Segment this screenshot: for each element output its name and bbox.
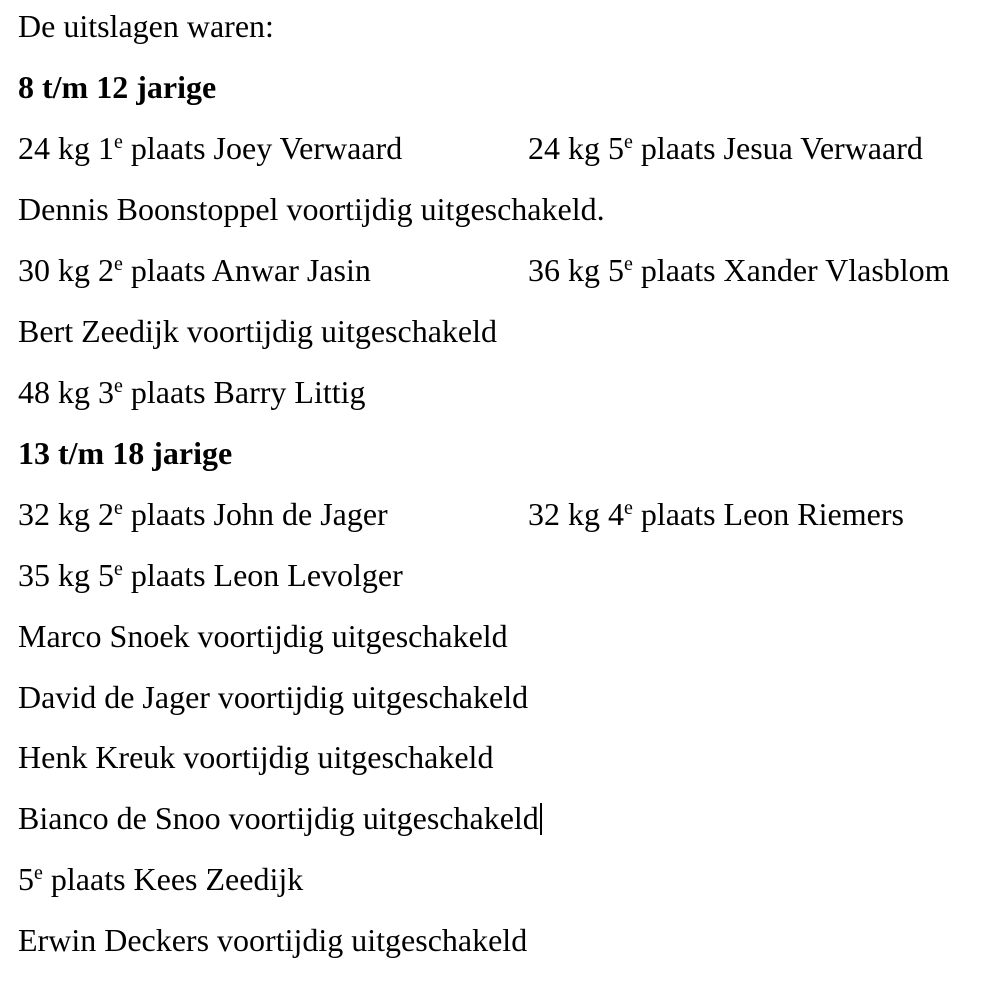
result-weight-rank: 24 kg 1 (18, 130, 114, 166)
group-heading-8-12 (18, 67, 216, 107)
result-row (18, 372, 366, 412)
result-weight-rank: 36 kg 5 (528, 252, 624, 288)
ordinal-suffix: e (114, 375, 123, 397)
eliminated-text: Marco Snoek voortijdig uitgeschakeld (18, 618, 508, 654)
result-row (18, 555, 403, 595)
result-entry (528, 494, 904, 534)
result-weight-rank: 5 (18, 861, 34, 897)
result-name: plaats Barry Littig (122, 374, 366, 410)
eliminated-text: David de Jager voortijdig uitgeschakeld (18, 679, 529, 715)
result-name: plaats Xander Vlasblom (632, 252, 950, 288)
result-entry (18, 496, 388, 532)
eliminated-line (18, 311, 497, 351)
result-name: plaats John de Jager (122, 496, 388, 532)
result-weight-rank: 48 kg 3 (18, 374, 114, 410)
eliminated-line (18, 677, 528, 717)
ordinal-suffix: e (624, 497, 633, 519)
result-name: plaats Leon Riemers (632, 496, 904, 532)
eliminated-line (18, 737, 493, 777)
result-row (18, 250, 950, 290)
ordinal-suffix: e (624, 253, 633, 275)
eliminated-line (18, 616, 508, 656)
eliminated-text: Bianco de Snoo voortijdig uitgeschakeld (18, 800, 539, 836)
result-name: plaats Joey Verwaard (122, 130, 403, 166)
text-cursor (540, 803, 542, 835)
result-weight-rank: 32 kg 2 (18, 496, 114, 532)
group-heading-text: 8 t/m 12 jarige (18, 69, 217, 105)
result-row (18, 494, 904, 534)
ordinal-suffix: e (114, 558, 123, 580)
group-heading-text: 13 t/m 18 jarige (18, 435, 233, 471)
intro-line (18, 6, 274, 46)
result-weight-rank: 30 kg 2 (18, 252, 114, 288)
result-weight-rank: 35 kg 5 (18, 557, 114, 593)
eliminated-text: Erwin Deckers voortijdig uitgeschakeld (18, 922, 528, 958)
ordinal-suffix: e (114, 497, 123, 519)
result-name: plaats Jesua Verwaard (632, 130, 923, 166)
result-weight-rank: 32 kg 4 (528, 496, 624, 532)
result-entry (18, 374, 366, 410)
result-entry (528, 250, 950, 290)
intro-text: De uitslagen waren: (18, 8, 274, 44)
eliminated-text: Dennis Boonstoppel voortijdig uitgeschakeld. (18, 191, 605, 227)
result-row (18, 859, 303, 899)
eliminated-line (18, 798, 542, 838)
result-weight-rank: 24 kg 5 (528, 130, 624, 166)
result-entry (18, 557, 403, 593)
result-entry (18, 861, 303, 897)
ordinal-suffix: e (34, 862, 43, 884)
result-row (18, 128, 923, 168)
result-name: plaats Kees Zeedijk (42, 861, 304, 897)
eliminated-text: Henk Kreuk voortijdig uitgeschakeld (18, 739, 494, 775)
eliminated-line (18, 920, 527, 960)
result-entry (528, 128, 923, 168)
ordinal-suffix: e (114, 131, 123, 153)
eliminated-line (18, 189, 605, 229)
result-entry (18, 130, 402, 166)
group-heading-13-18 (18, 433, 232, 473)
result-name: plaats Leon Levolger (122, 557, 403, 593)
result-name: plaats Anwar Jasin (122, 252, 371, 288)
eliminated-text: Bert Zeedijk voortijdig uitgeschakeld (18, 313, 497, 349)
result-entry (18, 252, 371, 288)
ordinal-suffix: e (114, 253, 123, 275)
ordinal-suffix: e (624, 131, 633, 153)
